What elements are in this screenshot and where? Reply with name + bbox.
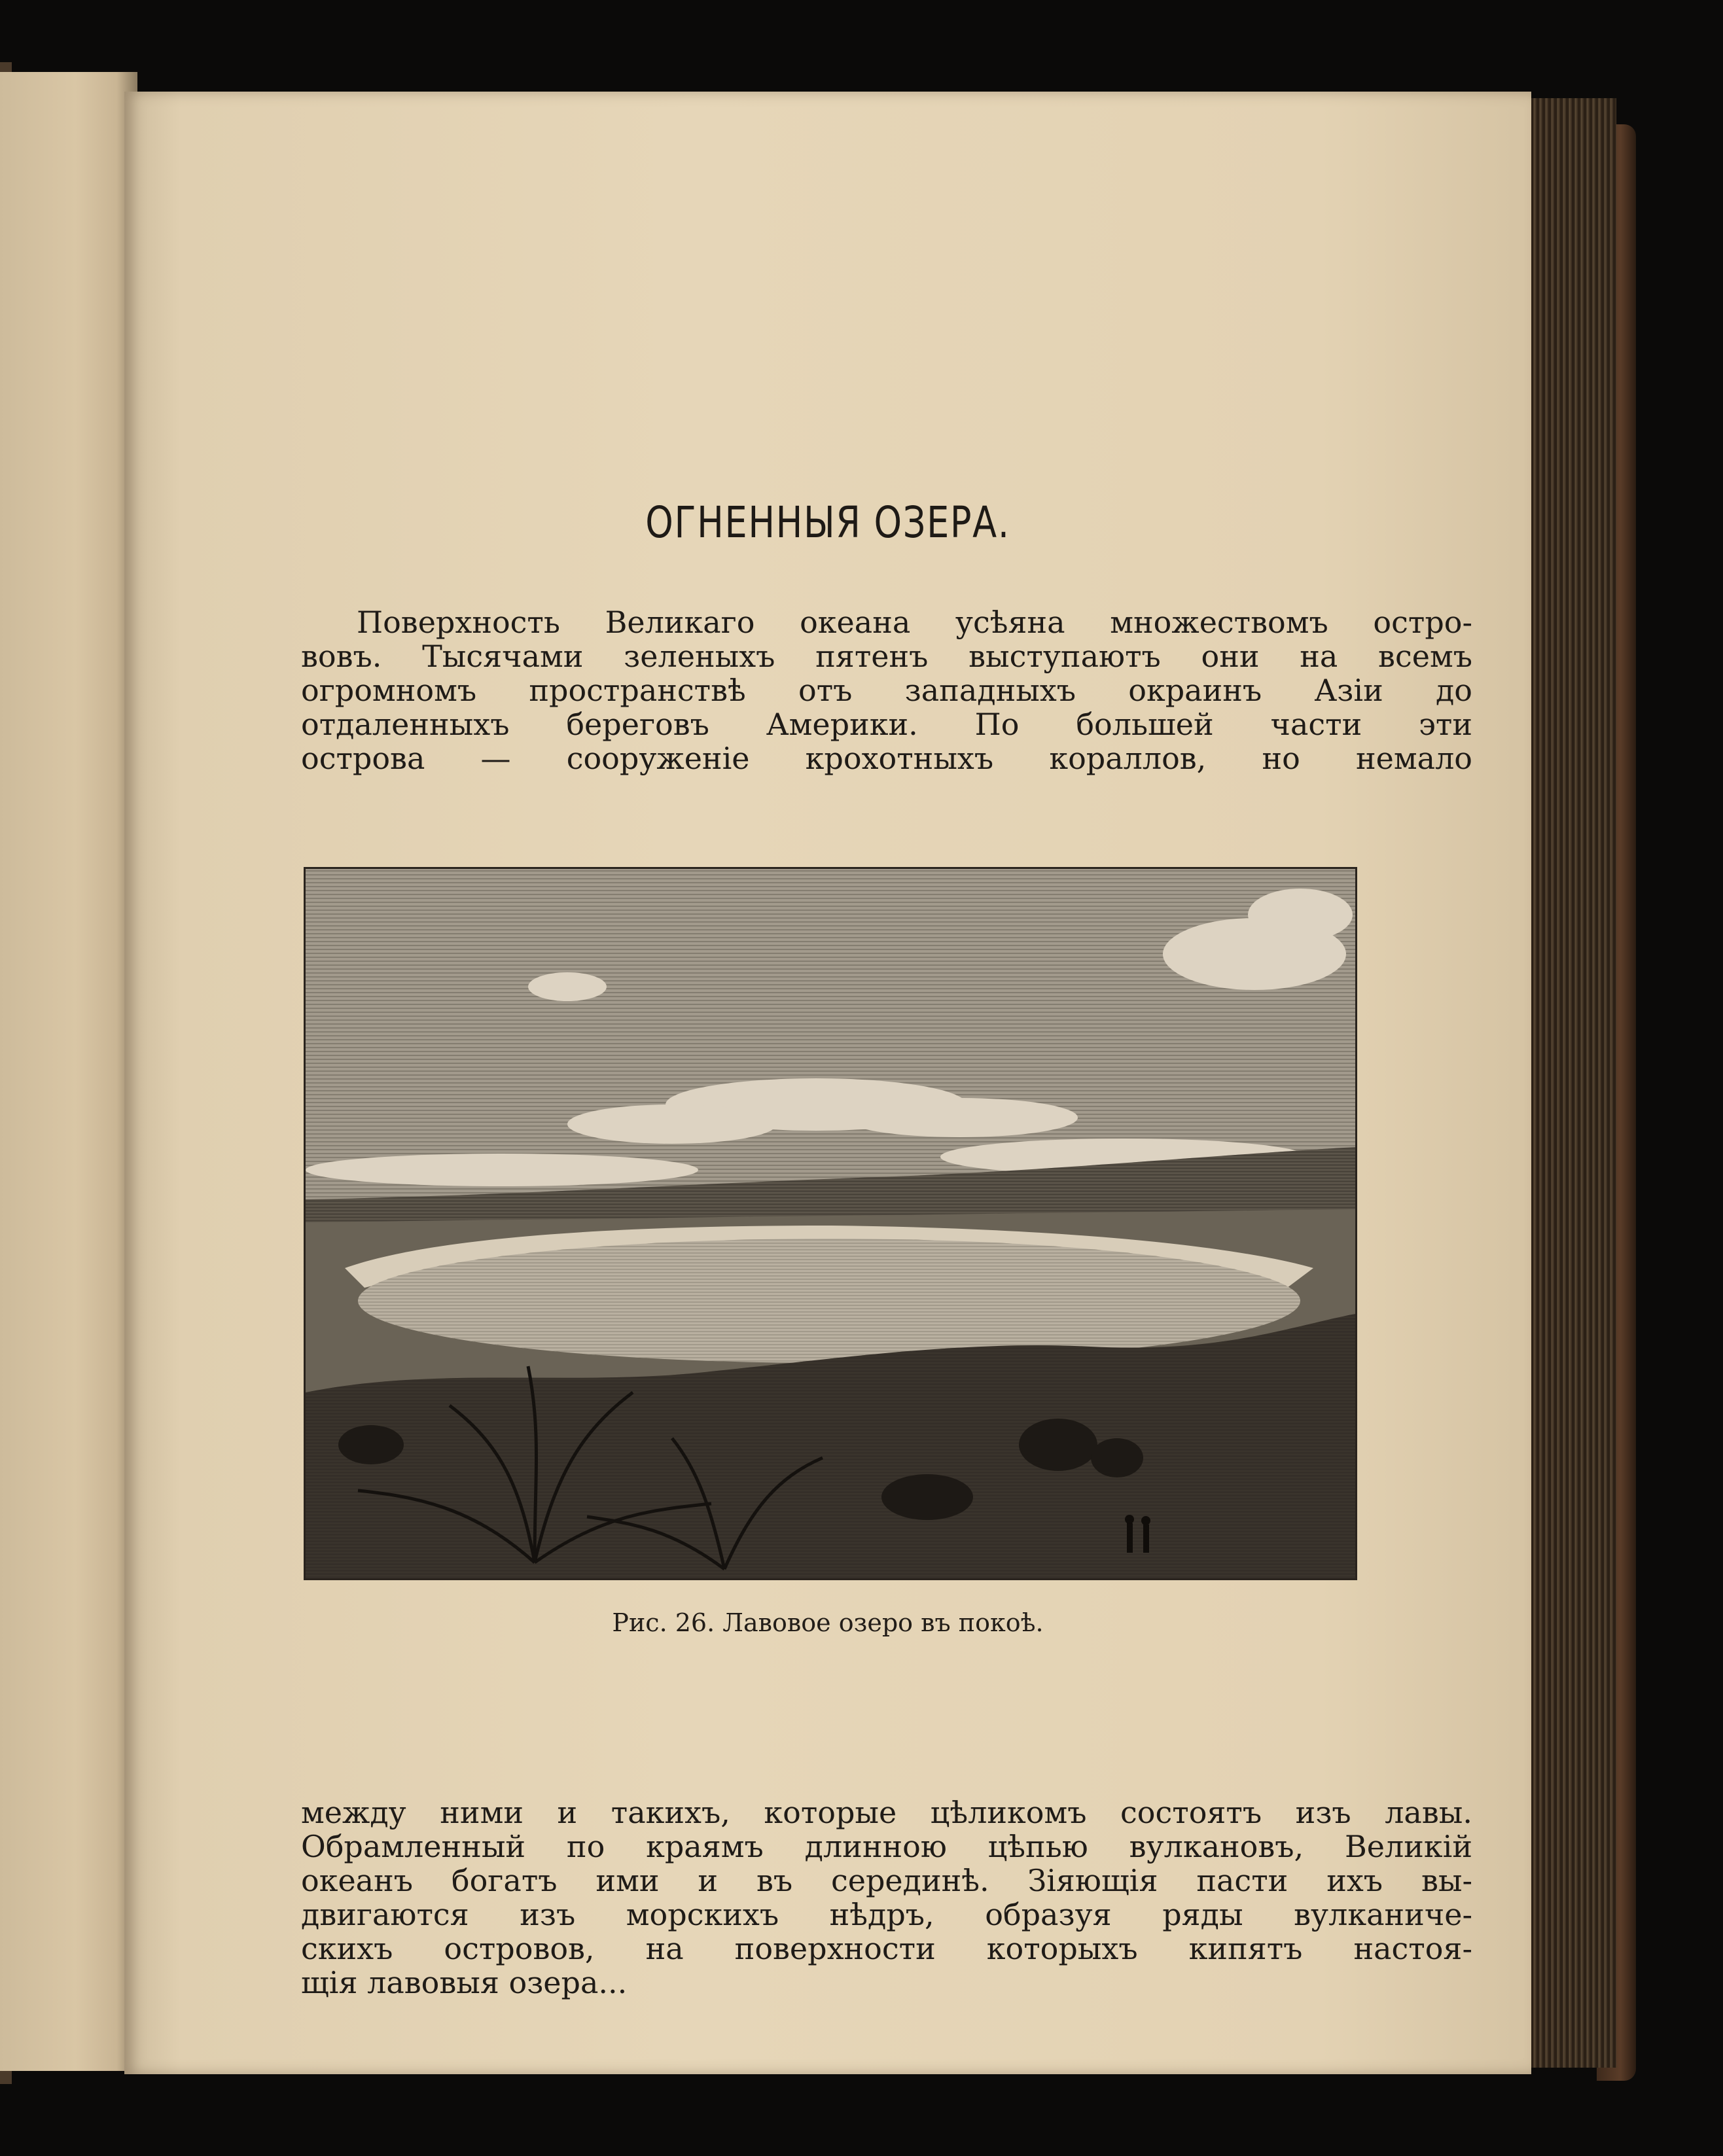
paragraph-2 — [301, 1795, 1472, 2000]
text-line: острова — сооруженіе крохотныхъ кораллов, но немало — [301, 741, 1472, 775]
text-line: щія лавовыя озера... — [301, 1966, 628, 2000]
text-line: Поверхность Великаго океана усѣяна множествомъ остро- — [357, 605, 1472, 639]
lava-lake-engraving — [304, 867, 1357, 1580]
text-line: вовъ. Тысячами зеленыхъ пятенъ выступаютъ они на всемъ — [301, 639, 1472, 673]
book-page — [124, 92, 1531, 2074]
text-line: Обрамленный по краямъ длинною цѣпью вулкановъ, Великій — [301, 1829, 1472, 1864]
paragraph-1 — [301, 605, 1472, 775]
chapter-title: ОГНЕННЫЯ ОЗЕРА. — [645, 497, 1010, 548]
text-line: скихъ островов, на поверхности которыхъ кипятъ настоя- — [301, 1932, 1472, 1966]
page-edges — [1525, 98, 1616, 2068]
text-line: двигаются изъ морскихъ нѣдръ, образуя ряды вулканиче- — [301, 1898, 1472, 1932]
text-line: океанъ богатъ ими и въ серединѣ. Зіяющія пасти ихъ вы- — [301, 1864, 1472, 1898]
left-page-edge — [0, 72, 137, 2071]
text-line: отдаленныхъ береговъ Америки. По большей части эти — [301, 707, 1472, 741]
text-line: между ними и такихъ, которые цѣликомъ состоятъ изъ лавы. — [301, 1795, 1472, 1829]
text-line: огромномъ пространствѣ отъ западныхъ окраинъ Азіи до — [301, 673, 1472, 707]
figure-caption: Рис. 26. Лавовое озеро въ покоѣ. — [612, 1608, 1044, 1637]
